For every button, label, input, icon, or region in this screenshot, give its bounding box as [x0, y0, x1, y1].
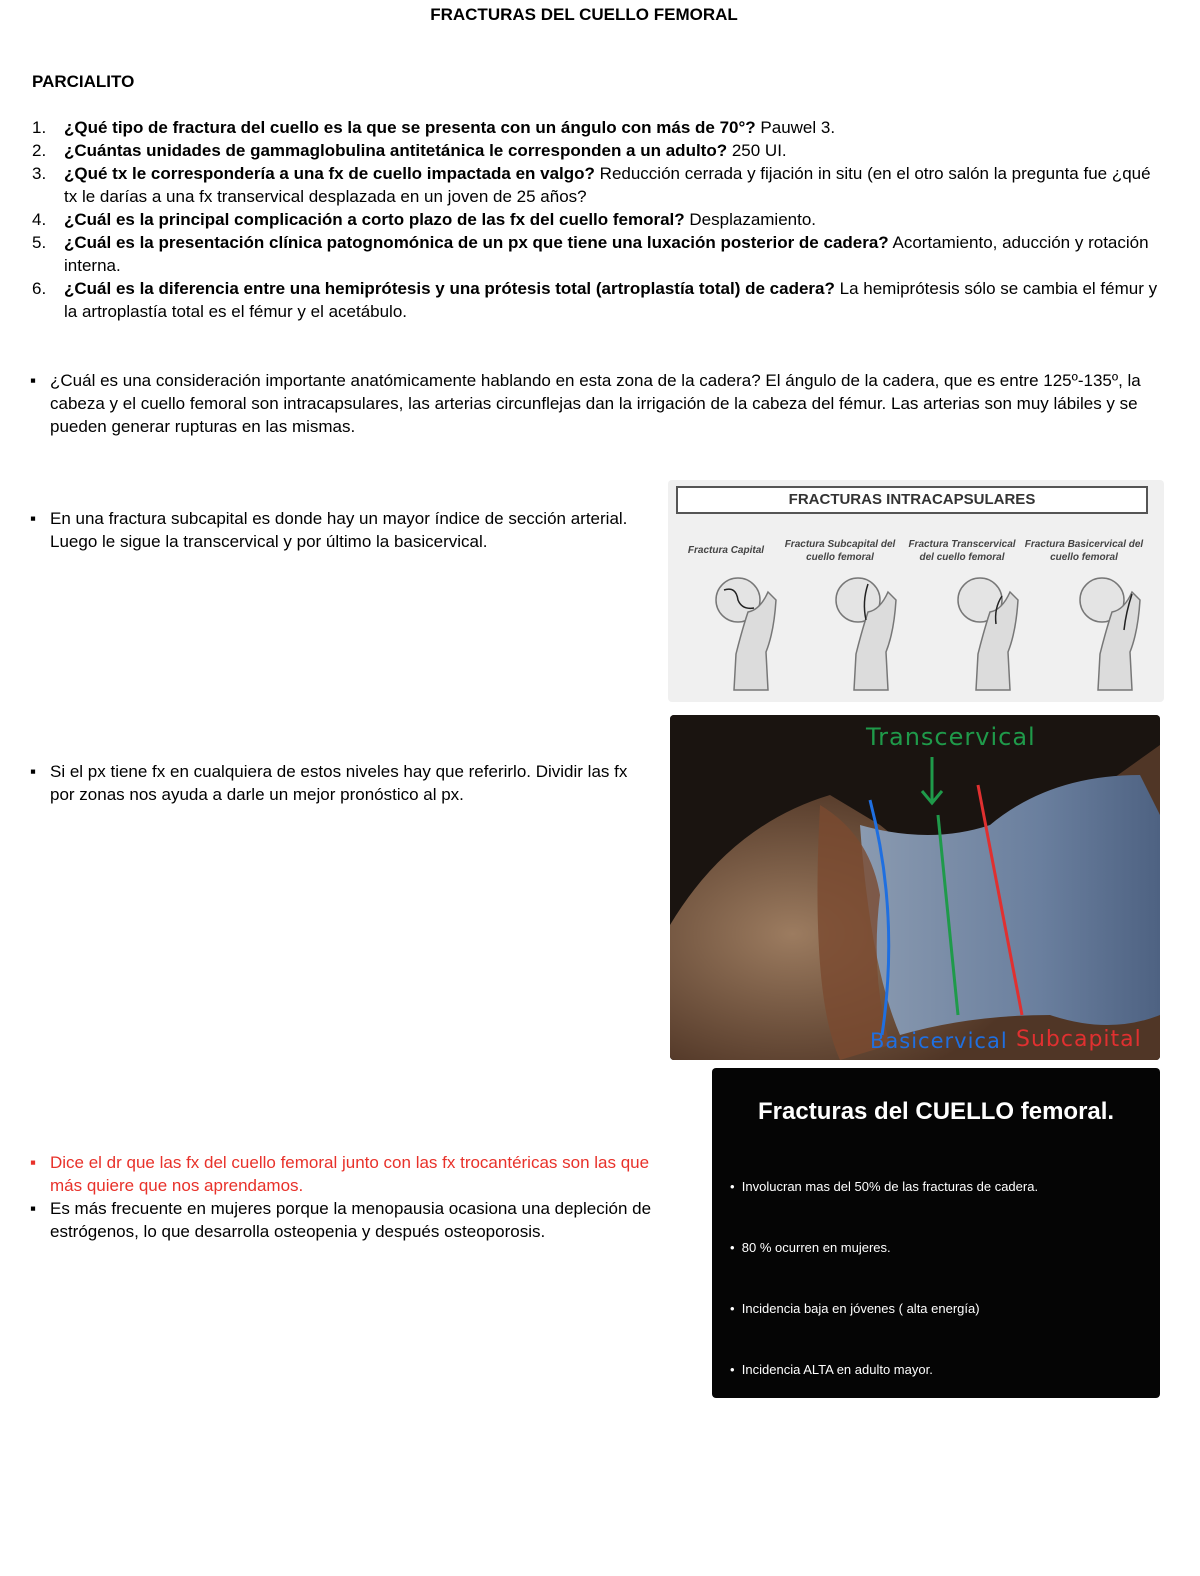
- question-item: 6. ¿Cuál es la diferencia entre una hemiprótesis y una prótesis total (artroplastía total) de cadera? La hemiprótesis sólo se cambia el fémur y la artroplastía total es el fémur y el acetábulo.: [32, 279, 1158, 321]
- femur-capital: [716, 578, 776, 690]
- bullet-subcapital: ▪ En una fractura subcapital es donde hay un mayor índice de sección arterial. Luego le sigue la transcervical y por último la basicervical.: [30, 509, 628, 551]
- slide-item: • Incidencia ALTA en adulto mayor.: [730, 1362, 933, 1377]
- slide-item: • Involucran mas del 50% de las fracturas de cadera.: [730, 1179, 1039, 1194]
- femur-basicervical: [1080, 578, 1140, 690]
- question-text: ¿Cuál es la principal complicación a corto plazo de las fx del cuello femoral?: [64, 210, 685, 229]
- section-heading: PARCIALITO: [32, 72, 135, 91]
- question-list: [32, 116, 1167, 323]
- femur-subcapital: [836, 578, 896, 690]
- slide-title: Fracturas del CUELLO femoral.: [758, 1098, 1115, 1125]
- question-text: ¿Cuántas unidades de gammaglobulina antitetánica le corresponden a un adulto?: [64, 141, 728, 160]
- question-item: 4. ¿Cuál es la principal complicación a corto plazo de las fx del cuello femoral? Desplazamiento.: [32, 210, 817, 229]
- answer-text: La hemiprótesis sólo se cambia el fémur y la artroplastía total es el fémur y el acetábulo.: [64, 279, 1158, 321]
- bullet-referral: ▪ Si el px tiene fx en cualquiera de estos niveles hay que referirlo. Dividir las fx por zonas nos ayuda a darle un mejor pronóstico al px.: [30, 762, 628, 804]
- question-item: 5. ¿Cuál es la presentación clínica patognomónica de un px que tiene una luxación posterior de cadera? Acortamiento, aducción y rotación interna.: [32, 233, 1149, 275]
- answer-text: Pauwel 3.: [755, 118, 836, 137]
- femoral-neck-specimen-figure: [670, 715, 1160, 1060]
- label-capital: Fractura Capital: [687, 545, 765, 556]
- femur-transcervical: [958, 578, 1018, 690]
- femoral-neck-slide: [712, 1068, 1160, 1398]
- answer-text: Desplazamiento.: [684, 210, 817, 229]
- question-item: 1. ¿Qué tipo de fractura del cuello es la que se presenta con un ángulo con más de 70°? Pauwel 3.: [32, 118, 836, 137]
- question-text: ¿Cuál es la diferencia entre una hemiprótesis y una prótesis total (artroplastía total) de cadera?: [64, 279, 835, 298]
- bullet-anatomy: ▪ ¿Cuál es una consideración importante anatómicamente hablando en esta zona de la cadera? El ángulo de la cadera, que es entre 125º-135º, la cabeza y el cuello femoral son intracapsulares, las arterias circunflejas dan la irrigación de la cabeza del fémur. Las arterias son muy lábiles y se pueden generar rupturas en las mismas.: [30, 371, 1141, 436]
- specimen-photo: [670, 715, 1160, 1060]
- label-transcervical: Fractura Transcervical del cuello femoral: [908, 539, 1016, 563]
- label-basicervical: Fractura Basicervical del cuello femoral: [1024, 539, 1144, 563]
- label-transcervical-handwritten: Transcervical: [866, 723, 1036, 751]
- label-subcapital: Fractura Subcapital del cuello femoral: [784, 539, 896, 563]
- bullet-women: ▪ Es más frecuente en mujeres porque la menopausia ocasiona una depleción de estrógenos, lo que desarrolla osteopenia y después osteoporosis.: [30, 1199, 652, 1241]
- answer-text: Acortamiento, aducción y rotación interna.: [64, 233, 1149, 275]
- femur-illustrations: [668, 480, 1164, 702]
- question-text: ¿Qué tipo de fractura del cuello es la que se presenta con un ángulo con más de 70°?: [64, 118, 756, 137]
- label-subcapital-handwritten: Subcapital: [1016, 1027, 1142, 1052]
- question-text: ¿Cuál es la presentación clínica patognomónica de un px que tiene una luxación posterior de cadera?: [64, 233, 889, 252]
- answer-text: Reducción cerrada y fijación in situ (en el otro salón la pregunta fue ¿qué tx le darías a una fx transervical desplazada en un joven de 25 años?: [64, 164, 1151, 206]
- question-item: 3. ¿Qué tx le correspondería a una fx de cuello impactada en valgo? Reducción cerrada y fijación in situ (en el otro salón la pregunta fue ¿qué tx le darías a una fx transervical desplazada en un joven de 25 años?: [32, 164, 1151, 206]
- bullet-doctor-note: ▪ Dice el dr que las fx del cuello femoral junto con las fx trocantéricas son las que más quiere que nos aprendamos.: [30, 1153, 650, 1195]
- answer-text: 250 UI.: [727, 141, 787, 160]
- document-title: FRACTURAS DEL CUELLO FEMORAL: [430, 5, 738, 24]
- intracapsular-fractures-figure: [668, 480, 1164, 702]
- slide-item: • Incidencia baja en jóvenes ( alta energía): [730, 1301, 980, 1316]
- figure-header: FRACTURAS INTRACAPSULARES: [676, 486, 1148, 514]
- label-basicervical-handwritten: Basicervical: [870, 1029, 1008, 1053]
- question-text: ¿Qué tx le correspondería a una fx de cuello impactada en valgo?: [64, 164, 595, 183]
- question-item: 2. ¿Cuántas unidades de gammaglobulina antitetánica le corresponden a un adulto? 250 UI.: [32, 141, 787, 160]
- slide-item: • 80 % ocurren en mujeres.: [730, 1240, 891, 1255]
